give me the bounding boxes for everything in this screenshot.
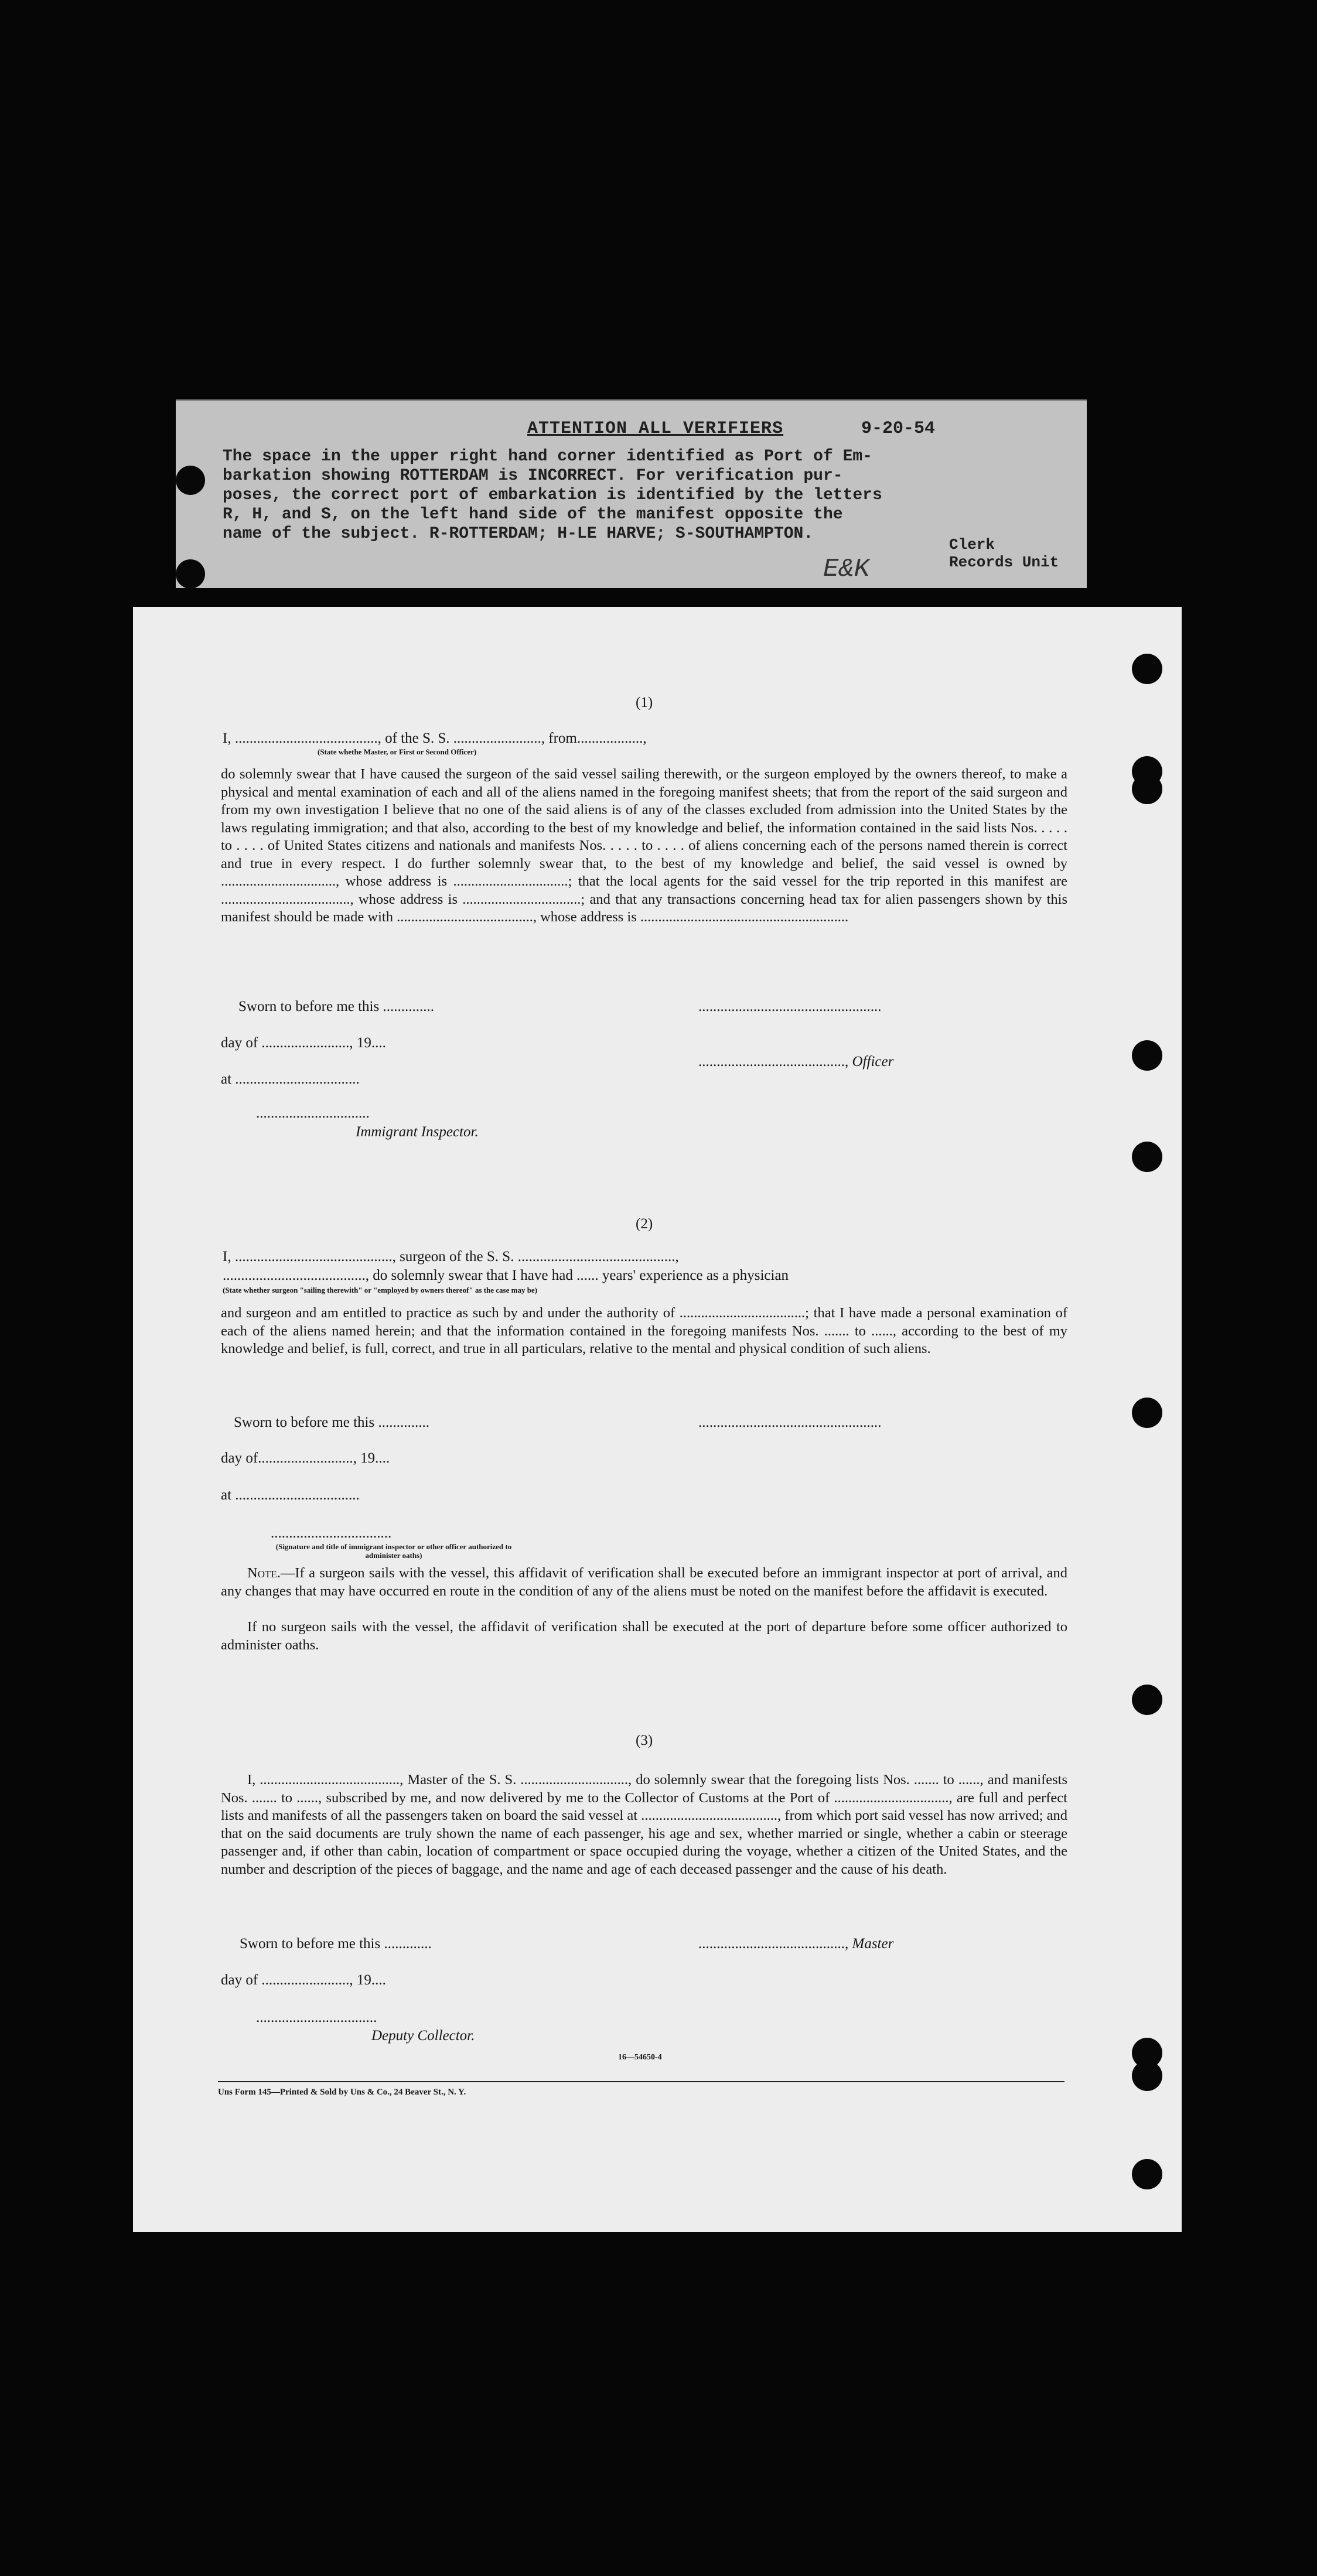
section-1-paragraph: do solemnly swear that I have caused the surgeon of the said vessel sailing therewith, or the surgeon employed by the owners thereof, to make a physical and mental examination of each and all of the aliens named in the foregoing manifest sheets; that from the report of the said surgeon and from my own investigation I believe that no one of the said aliens is of any of the classes excluded from admission into the United States by the laws regulating immigration; and that also, according to the best of my knowledge and belief, the information contained in the said lists Nos. . . . . to . . . . of United States citizens and nationals and manifests Nos. . . . . to . . . . of aliens concerning each of the persons named therein is correct and true in every respect. I do further solemnly swear that, to the best of my knowledge and belief, the said vessel is owned by ................................, whose address is ................................; that the local agents for the said vessel for the trip reported in this manifest are ...................................., whose address is .................................; and that any transactions concerning head tax for alien passengers shown by this manifest should be made with ......................................, whose address is .......................................................... (221, 766, 1067, 925)
section-3-collector-label: Deputy Collector. (371, 2028, 475, 2044)
section-2-note-2: If no surgeon sails with the vessel, the affidavit of verification shall be executed at the port of departure before some officer authorized to administer oaths. (221, 1619, 1067, 1653)
section-3-number: (3) (636, 1733, 653, 1748)
section-2-number: (2) (636, 1216, 653, 1232)
punch-hole (1132, 774, 1162, 804)
section-2-line-2: ......................................., do solemnly swear that I have had ...... years' experience as a physician (223, 1267, 789, 1283)
section-2-line-1: I, ..........................................., surgeon of the S. S. ..........................................., (223, 1249, 679, 1265)
notice-signature: Clerk Records Unit (949, 536, 1059, 571)
section-1-inspector-line: ............................... (256, 1105, 370, 1121)
punch-hole (1132, 2061, 1162, 2091)
section-3-master-signature: ........................................, Master (698, 1936, 894, 1952)
section-3-paragraph: I, ......................................., Master of the S. S. .............................., do solemnly swear that the foregoing lists Nos. ....... to ......, and manifests Nos. ....... to ......, subscribed by me, and now delivered by me to the Collector of Customs at the Port of ................................, are full and perfect lists and manifests of all the passengers taken on board the said vessel at ......................................, from which port said vessel has now arrived; and that on the said documents are truly shown the name of each passenger, his age and sex, whether married or single, whether a cabin or steerage passenger and, if other than cabin, location of compartment or space occupied during the voyage, whether a citizen of the United States, and the number and description of the pieces of baggage, and the name and age of each deceased passenger and the cause of his death. (221, 1772, 1067, 1877)
form-footer: Uns Form 145—Printed & Sold by Uns & Co., 24 Beaver St., N. Y. (218, 2088, 466, 2097)
section-2-signature-line: ................................. (271, 1525, 392, 1541)
punch-hole (1132, 1142, 1162, 1172)
section-2-day: day of.........................., 19.... (221, 1450, 390, 1466)
notice-title: ATTENTION ALL VERIFIERS (527, 419, 784, 439)
manifest-verification-form (133, 607, 1182, 2232)
punch-hole (1132, 2159, 1162, 2189)
section-1-number: (1) (636, 695, 653, 710)
section-2-signature-caption: (Signature and title of immigrant inspector or other officer authorized to administer oaths) (275, 1542, 512, 1560)
section-1-inspector-label: Immigrant Inspector. (356, 1124, 479, 1140)
section-1-officer-caption: (State whethe Master, or First or Second Officer) (318, 747, 477, 756)
punch-hole (176, 559, 205, 589)
verifier-notice (176, 399, 1087, 588)
section-2-sworn-line: .................................................. (698, 1415, 882, 1430)
section-1-at: at .................................. (221, 1071, 360, 1087)
punch-hole (1132, 1685, 1162, 1715)
punch-hole (176, 466, 205, 495)
section-2-paragraph: and surgeon and am entitled to practice as such by and under the authority of ...................................; that I have made a personal examination of each of the aliens named herein; and that the information contained in the foregoing manifests Nos. ....... to ......, according to the best of my knowledge and belief, is full, correct, and true in all particulars, relative to the mental and physical condition of such aliens. (221, 1305, 1067, 1357)
section-1-sworn-line: .................................................. (698, 999, 882, 1014)
notice-body: The space in the upper right hand corner identified as Port of Em- barkation showing ROTTERDAM is INCORRECT. For verification pur- poses, the correct port of embarkation is identified by the letters R, H, and S, on the left hand side of the manifest opposite the name of the subject. R-ROTTERDAM; H-LE HARVE; S-SOUTHAMPTON. (223, 447, 882, 543)
section-3-collector-line: ................................. (256, 2010, 377, 2025)
punch-hole (1132, 1040, 1162, 1071)
section-2-sworn: Sworn to before me this .............. (234, 1415, 429, 1430)
section-3-sworn: Sworn to before me this ............. (240, 1936, 432, 1952)
footer-rule (218, 2081, 1064, 2082)
handwritten-initials: E&K (823, 555, 870, 584)
notice-date: 9-20-54 (861, 419, 936, 439)
section-1-sworn: Sworn to before me this .............. (238, 999, 434, 1014)
section-1-officer-signature: ........................................, Officer (698, 1054, 894, 1070)
punch-hole (1132, 1398, 1162, 1428)
section-2-at: at .................................. (221, 1487, 360, 1503)
section-2-note: Note.—If a surgeon sails with the vessel, this affidavit of verification shall be executed before an immigrant inspector at port of arrival, and any changes that may have occurred en route in the condition of any of the aliens must be noted on the manifest before the affidavit is executed. (221, 1565, 1067, 1599)
section-3-day: day of ........................, 19.... (221, 1972, 386, 1988)
section-1-day: day of ........................, 19.... (221, 1035, 386, 1051)
section-1-oath-line: I, ......................................., of the S. S. ........................, from.................., (223, 730, 647, 746)
section-2-surgeon-caption: (State whether surgeon "sailing therewith" or "employed by owners thereof" as the case may be) (223, 1286, 538, 1294)
punch-hole (1132, 654, 1162, 684)
form-code: 16—54650-4 (618, 2053, 662, 2062)
